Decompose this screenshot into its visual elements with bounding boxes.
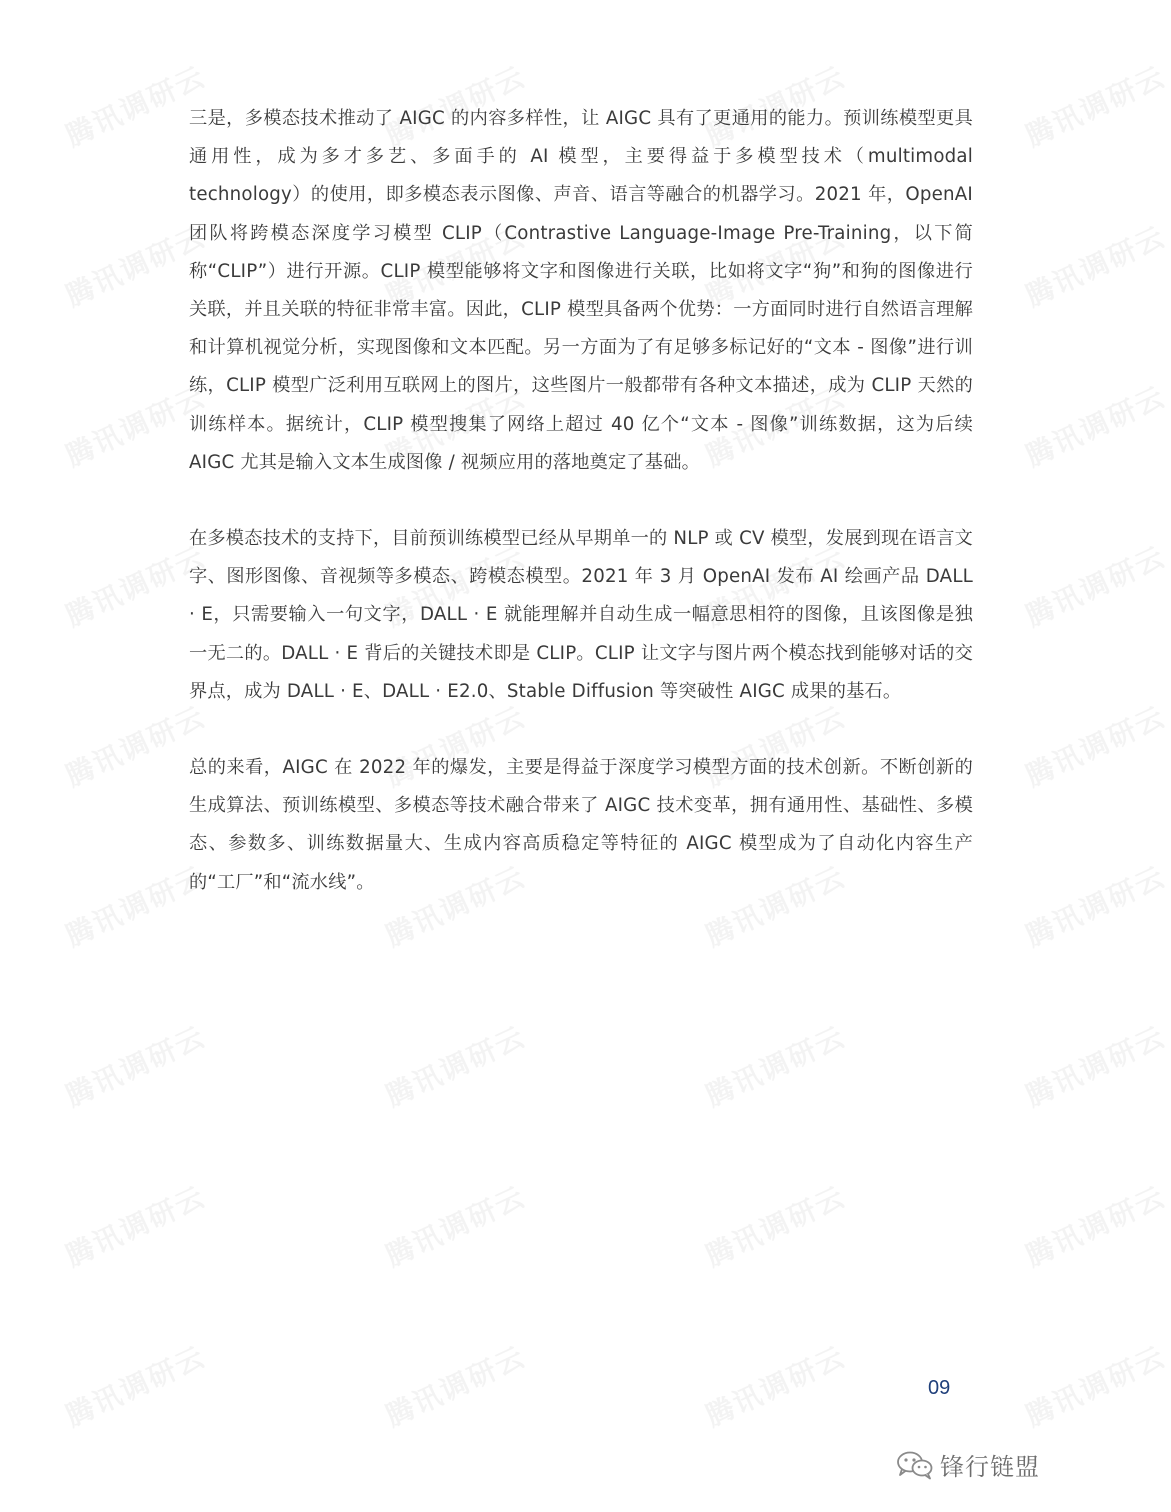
watermark: 腾讯调研云 [1020,699,1171,794]
paragraph: 总的来看，AIGC 在 2022 年的爆发，主要是得益于深度学习模型方面的技术创新。不断创新的生成算法、预训练模型、多模态等技术融合带来了 AIGC 技术变革，拥有通用性、基础性、多模态、参数多、训练数据量大、生成内容高质稳定等特征的 AIGC 模型成为了自动化内容生产的“工厂”和“流水线”。 [189,757,973,893]
watermark: 腾讯调研云 [700,1179,851,1274]
watermark: 腾讯调研云 [1020,379,1171,474]
watermark: 腾讯调研云 [380,59,531,154]
watermark: 腾讯调研云 [380,379,531,474]
footer-logo-text: 锋行链盟 [940,1453,1040,1481]
watermark: 腾讯调研云 [1020,219,1171,314]
watermark: 腾讯调研云 [700,1019,851,1114]
watermark: 腾讯调研云 [60,1339,211,1434]
page-number: 09 [928,1377,951,1399]
watermark: 腾讯调研云 [1020,1019,1171,1114]
paragraph: 三是，多模态技术推动了 AIGC 的内容多样性，让 AIGC 具有了更通用的能力。预训练模型更具通用性，成为多才多艺、多面手的 AI 模型，主要得益于多模型技术（multimodal technology）的使用，即多模态表示图像、声音、语言等融合的机器学习。2021 年，OpenAI 团队将跨模态深度学习模型 CLIP（Contrastive Language-Image Pre-Training，以下简称“CLIP”）进行开源。CLIP 模型能够将文字和图像进行关联，比如将文字“狗”和狗的图像进行关联，并且关联的特征非常丰富。因此，CLIP 模型具备两个优势：一方面同时进行自然语言理解和计算机视觉分析，实现图像和文本匹配。另一方面为了有足够多标记好的“文本 - 图像”进行训练，CLIP 模型广泛利用互联网上的图片，这些图片一般都带有各种文本描述，成为 CLIP 天然的训练样本。据统计，CLIP 模型搜集了网络上超过 40 亿个“文本 - 图像”训练数据，这为后续 AIGC 尤其是输入文本生成图像 / 视频应用的落地奠定了基础。 [189,108,973,473]
wechat-icon [896,1450,934,1480]
watermark: 腾讯调研云 [1020,1339,1171,1434]
watermark: 腾讯调研云 [60,699,211,794]
watermark: 腾讯调研云 [60,1019,211,1114]
watermark: 腾讯调研云 [380,859,531,954]
watermark: 腾讯调研云 [700,699,851,794]
watermark: 腾讯调研云 [60,379,211,474]
watermark: 腾讯调研云 [700,219,851,314]
watermark: 腾讯调研云 [60,1179,211,1274]
paragraph: 在多模态技术的支持下，目前预训练模型已经从早期单一的 NLP 或 CV 模型，发展到现在语言文字、图形图像、音视频等多模态、跨模态模型。2021 年 3 月 OpenAI 发布 AI 绘画产品 DALL · E，只需要输入一句文字，DALL · E 就能理解并自动生成一幅意思相符的图像，且该图像是独一无二的。DALL · E 背后的关键技术即是 CLIP。CLIP 让文字与图片两个模态找到能够对话的交界点，成为 DALL · E、DALL · E2.0、Stable Diffusion 等突破性 AIGC 成果的基石。 [189,528,973,702]
watermark: 腾讯调研云 [380,699,531,794]
watermark: 腾讯调研云 [700,1339,851,1434]
watermark: 腾讯调研云 [700,539,851,634]
footer-logo [896,1447,1040,1482]
watermark: 腾讯调研云 [1020,59,1171,154]
watermark: 腾讯调研云 [380,539,531,634]
watermark: 腾讯调研云 [700,59,851,154]
watermark: 腾讯调研云 [1020,859,1171,954]
watermark: 腾讯调研云 [60,539,211,634]
watermark: 腾讯调研云 [60,219,211,314]
watermark: 腾讯调研云 [1020,539,1171,634]
watermark: 腾讯调研云 [60,859,211,954]
body-text [189,100,973,902]
watermark: 腾讯调研云 [700,859,851,954]
watermark: 腾讯调研云 [1020,1179,1171,1274]
watermark: 腾讯调研云 [380,219,531,314]
watermark: 腾讯调研云 [380,1339,531,1434]
watermark: 腾讯调研云 [380,1019,531,1114]
watermark: 腾讯调研云 [380,1179,531,1274]
watermark: 腾讯调研云 [60,59,211,154]
watermark: 腾讯调研云 [700,379,851,474]
